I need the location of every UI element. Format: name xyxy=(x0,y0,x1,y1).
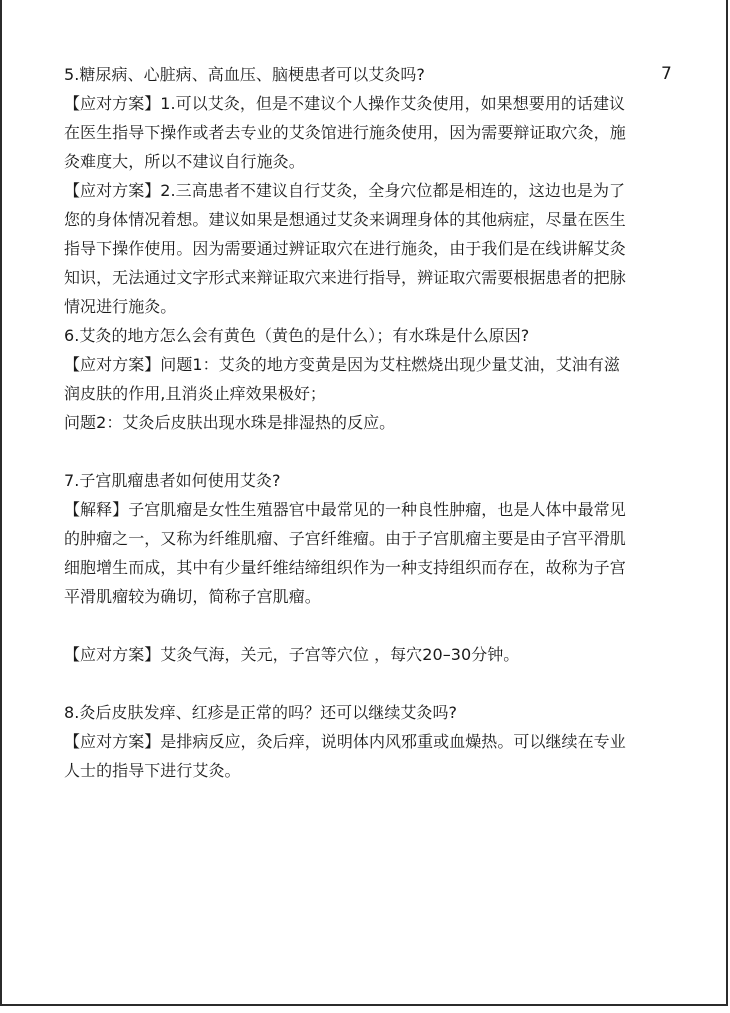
text-line: 问题2：艾灸后皮肤出现水珠是排湿热的反应。 xyxy=(64,413,396,432)
text-line: 灸难度大，所以不建议自行施灸。 xyxy=(64,152,305,171)
text-line: 的肿瘤之一，又称为纤维肌瘤、子宫纤维瘤。由于子宫肌瘤主要是由子宫平滑肌 xyxy=(64,529,626,548)
page-number: 7 xyxy=(661,64,672,84)
answer-paragraph xyxy=(64,176,674,321)
answer-paragraph xyxy=(64,89,674,176)
section-q7 xyxy=(64,466,674,669)
text-line: 人士的指导下进行艾灸。 xyxy=(64,761,241,780)
question-heading: 8.灸后皮肤发痒、红疹是正常的吗？还可以继续艾灸吗? xyxy=(64,703,458,722)
text-line: 知识，无法通过文字形式来辩证取穴来进行指导，辨证取穴需要根据患者的把脉 xyxy=(64,268,626,287)
text-line: 您的身体情况着想。建议如果是想通过艾灸来调理身体的其他病症，尽量在医生 xyxy=(64,210,626,229)
text-line: 细胞增生而成，其中有少量纤维结缔组织作为一种支持组织而存在，故称为子宫 xyxy=(64,558,626,577)
text-line: 在医生指导下操作或者去专业的艾灸馆进行施灸使用，因为需要辩证取穴灸，施 xyxy=(64,123,626,142)
text-line: 【解释】子宫肌瘤是女性生殖器官中最常见的一种良性肿瘤，也是人体中最常见 xyxy=(64,500,626,519)
text-line: 指导下操作使用。因为需要通过辨证取穴在进行施灸，由于我们是在线讲解艾灸 xyxy=(64,239,626,258)
text-line: 【应对方案】2.三高患者不建议自行艾灸，全身穴位都是相连的，这边也是为了 xyxy=(64,181,626,200)
blank-line xyxy=(64,611,674,640)
question-heading: 7.子宫肌瘤患者如何使用艾灸? xyxy=(64,471,281,490)
answer-line: 【应对方案】艾灸气海，关元，子宫等穴位 ，每穴20–30分钟。 xyxy=(64,645,520,664)
blank-line xyxy=(64,669,674,698)
section-q6 xyxy=(64,321,674,437)
text-line: 润皮肤的作用,且消炎止痒效果极好； xyxy=(64,384,326,403)
blank-line xyxy=(64,437,674,466)
section-q8 xyxy=(64,698,674,785)
section-q5 xyxy=(64,60,674,321)
text-line: 【应对方案】1.可以艾灸，但是不建议个人操作艾灸使用，如果想要用的话建议 xyxy=(64,94,626,113)
text-line: 平滑肌瘤较为确切，简称子宫肌瘤。 xyxy=(64,587,321,606)
document-body xyxy=(64,60,674,785)
text-line: 【应对方案】问题1：艾灸的地方变黄是因为艾柱燃烧出现少量艾油，艾油有滋 xyxy=(64,355,620,374)
text-line: 【应对方案】是排病反应，灸后痒，说明体内风邪重或血燥热。可以继续在专业 xyxy=(64,732,626,751)
question-heading: 5.糖尿病、心脏病、高血压、脑梗患者可以艾灸吗? xyxy=(64,65,425,84)
text-line: 情况进行施灸。 xyxy=(64,297,177,316)
question-heading: 6.艾灸的地方怎么会有黄色（黄色的是什么）；有水珠是什么原因? xyxy=(64,326,530,345)
